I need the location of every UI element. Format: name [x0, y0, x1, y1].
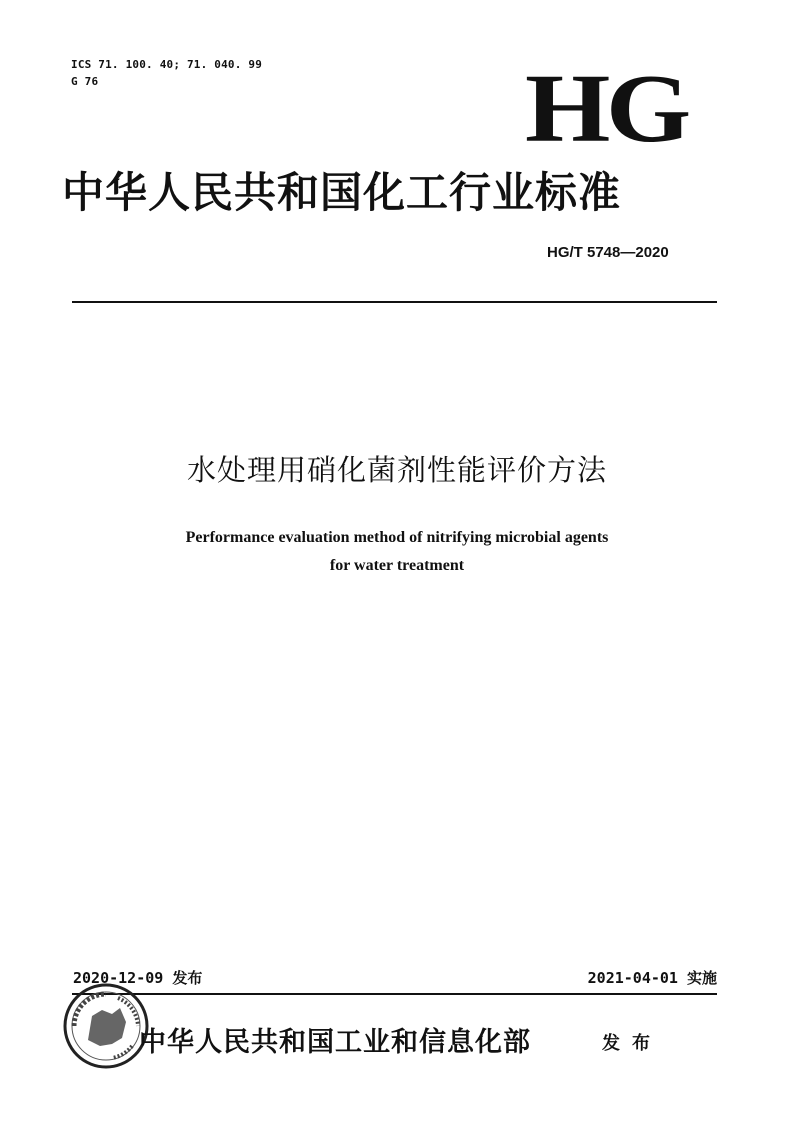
classification-codes: [71, 56, 262, 90]
issuing-authority: 中华人民共和国工业和信息化部: [139, 1027, 531, 1058]
document-title-english: [0, 524, 794, 580]
english-title-line-2: for water treatment: [329, 557, 465, 574]
implementation-date: 2021-04-01 实施: [587, 969, 717, 987]
issue-date: 2020-12-09 发布: [73, 969, 203, 987]
standard-number: HG/T 5748—2020: [547, 244, 669, 261]
standard-category-title: 中华人民共和国化工行业标准: [62, 168, 622, 217]
top-divider: [72, 301, 717, 303]
hg-logo: HG: [525, 55, 687, 163]
english-title-line-1: Performance evaluation method of nitrifying microbial agents: [185, 529, 609, 546]
issue-action-label: 发布: [602, 1033, 662, 1054]
bottom-divider: [72, 993, 717, 995]
ics-code: ICS 71. 100. 40; 71. 040. 99: [71, 58, 263, 71]
official-seal-icon: [62, 982, 150, 1070]
ccs-code: G 76: [71, 75, 99, 88]
document-title-chinese: 水处理用硝化菌剂性能评价方法: [186, 453, 607, 487]
